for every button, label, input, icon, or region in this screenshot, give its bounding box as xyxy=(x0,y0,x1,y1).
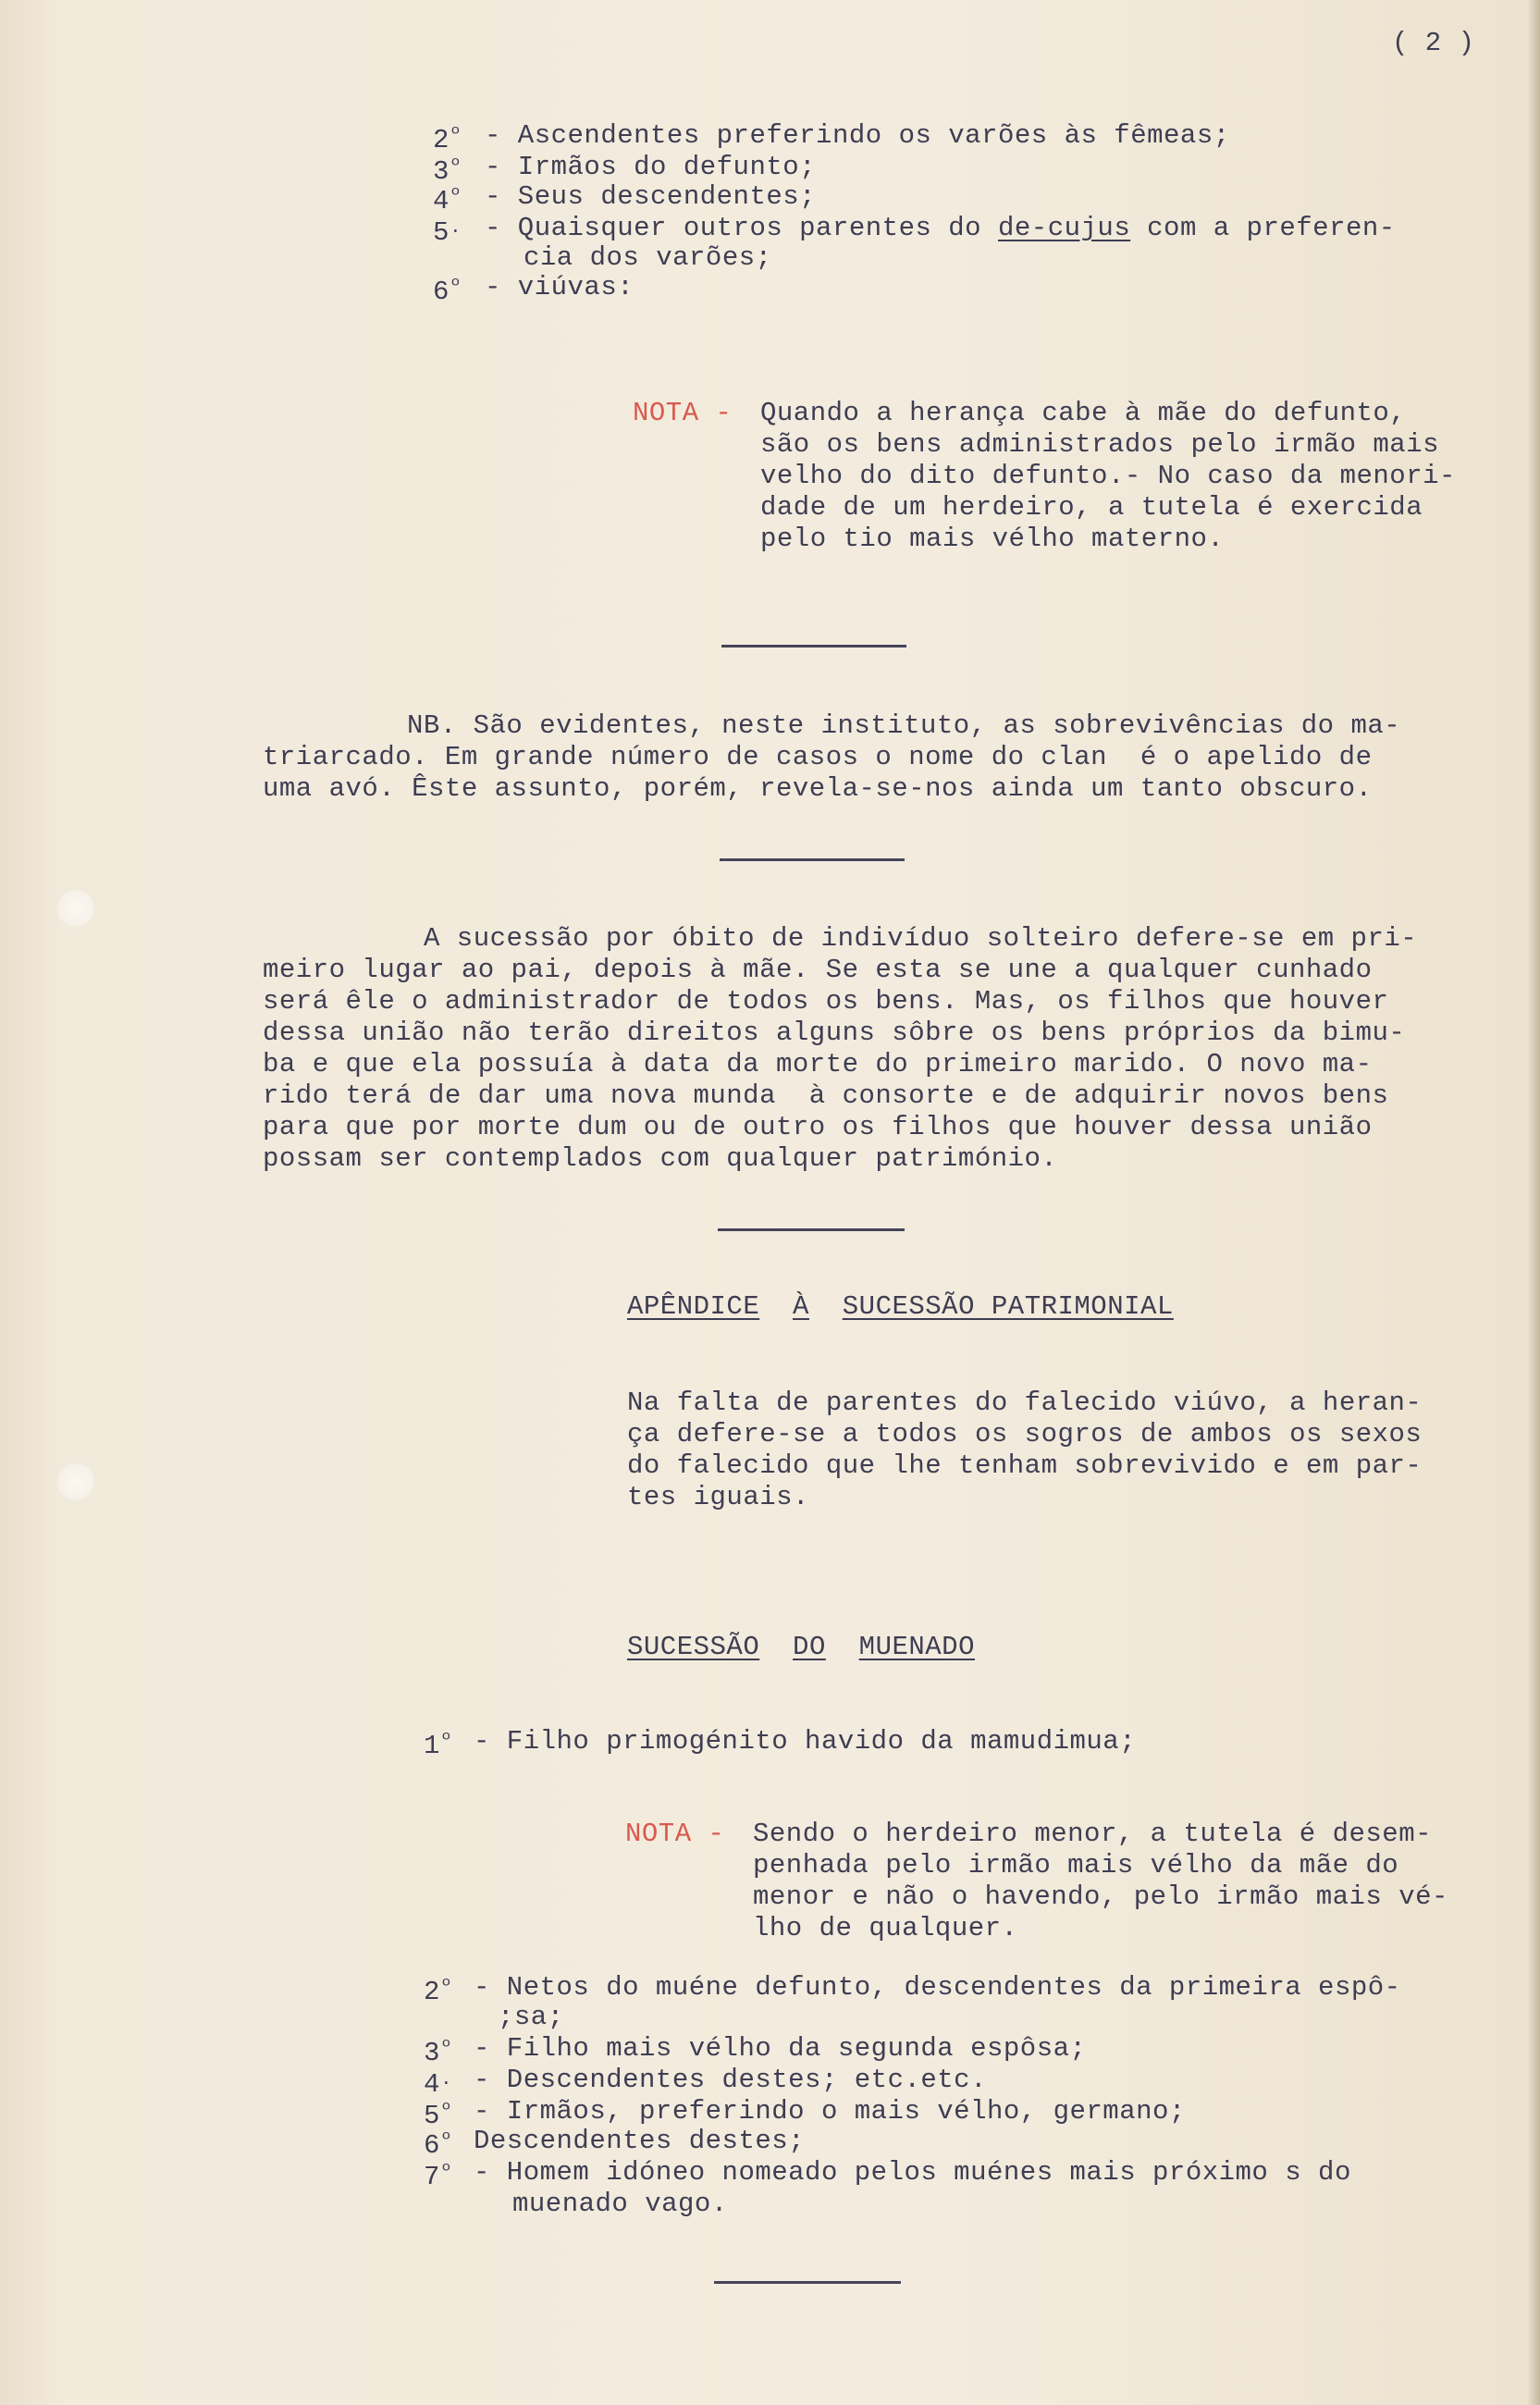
nb-paragraph-line: NB. São evidentes, neste instituto, as sobrevivências do ma- xyxy=(407,710,1401,741)
order-number: $4^º$ xyxy=(433,186,462,216)
nota-label: NOTA - xyxy=(633,398,733,428)
succession-paragraph-line: dessa união não terão direitos alguns sôbre os bens próprios da bimu- xyxy=(263,1018,1406,1048)
order-item: - Irmãos, preferindo o mais vélho, germano; xyxy=(474,2096,1186,2127)
order-item: - Quaisquer outros parentes do de-cujus com a preferen- xyxy=(485,213,1396,243)
succession-paragraph-line: rido terá de dar uma nova munda à consorte e de adquirir novos bens xyxy=(263,1080,1389,1111)
order-item: - viúvas: xyxy=(485,272,634,302)
order-number: $6^º$ xyxy=(433,277,462,307)
nota-text-line: lho de qualquer. xyxy=(753,1913,1018,1943)
order-item-continuation: cia dos varões; xyxy=(524,242,772,273)
section-divider xyxy=(718,1228,905,1231)
nota-text-line: pelo tio mais vélho materno. xyxy=(760,524,1225,554)
apendice-text-line: Na falta de parentes do falecido viúvo, a heran- xyxy=(627,1388,1423,1418)
nota-text-line: são os bens administrados pelo irmão mais xyxy=(760,429,1440,460)
order-number: $5^º$ xyxy=(424,2101,452,2131)
section-divider xyxy=(721,645,906,648)
order-number: 5. xyxy=(433,217,462,248)
order-item: Descendentes destes; xyxy=(474,2126,806,2156)
order-item-continuation: ;sa; xyxy=(498,2002,564,2032)
nb-paragraph-line: triarcado. Em grande número de casos o nome do clan é o apelido de xyxy=(263,742,1373,772)
de-cujus-term: de-cujus xyxy=(998,213,1131,243)
nota-text-line: Sendo o herdeiro menor, a tutela é desem- xyxy=(753,1819,1433,1849)
page-edge-shadow xyxy=(1527,0,1540,2405)
order-item: - Netos do muéne defunto, descendentes da primeira espô- xyxy=(474,1972,1401,2003)
nota-text-line: Quando a herança cabe à mãe do defunto, xyxy=(760,398,1407,428)
section-divider xyxy=(720,858,905,861)
succession-paragraph-line: possam ser contemplados com qualquer património. xyxy=(263,1143,1058,1174)
order-number: 4. xyxy=(424,2069,452,2100)
order-number: $6^º$ xyxy=(424,2130,452,2161)
order-number: $1^º$ xyxy=(424,1731,452,1761)
succession-paragraph-line: será êle o administrador de todos os bens. Mas, os filhos que houver xyxy=(263,986,1389,1017)
apendice-text-line: tes iguais. xyxy=(627,1482,809,1512)
order-number: $7^º$ xyxy=(424,2162,452,2192)
order-item: - Irmãos do defunto; xyxy=(485,152,817,182)
order-item: - Descendentes destes; etc.etc. xyxy=(474,2065,987,2095)
apendice-text-line: ça defere-se a todos os sogros de ambos os sexos xyxy=(627,1419,1423,1449)
muenado-heading: SUCESSÃO DO MUENADO xyxy=(627,1632,975,1662)
page-number: ( 2 ) xyxy=(1392,28,1475,58)
order-item: - Filho mais vélho da segunda espôsa; xyxy=(474,2033,1087,2064)
order-number: $2^º$ xyxy=(433,125,462,155)
nota-label: NOTA - xyxy=(625,1819,725,1849)
nota-text-line: menor e não o havendo, pelo irmão mais vé- xyxy=(753,1881,1448,1912)
succession-paragraph-line: para que por morte dum ou de outro os filhos que houver dessa união xyxy=(263,1112,1373,1142)
apendice-text-line: do falecido que lhe tenham sobrevivido e em par- xyxy=(627,1450,1423,1481)
punch-hole-top xyxy=(55,888,96,929)
order-number: $3^º$ xyxy=(433,156,462,187)
order-item: - Seus descendentes; xyxy=(485,181,817,212)
apendice-heading: APÊNDICE À SUCESSÃO PATRIMONIAL xyxy=(627,1291,1174,1322)
nota-text-line: penhada pelo irmão mais vélho da mãe do xyxy=(753,1850,1399,1881)
nota-text-line: dade de um herdeiro, a tutela é exercida xyxy=(760,492,1423,523)
succession-paragraph-line: meiro lugar ao pai, depois à mãe. Se esta se une a qualquer cunhado xyxy=(263,955,1373,985)
order-number: $2^º$ xyxy=(424,1977,452,2007)
order-item-continuation: muenado vago. xyxy=(512,2189,728,2219)
order-item: - Homem idóneo nomeado pelos muénes mais próximo s do xyxy=(474,2157,1351,2188)
nb-paragraph-line: uma avó. Êste assunto, porém, revela-se-nos ainda um tanto obscuro. xyxy=(263,773,1373,804)
muenado-first-heir: - Filho primogénito havido da mamudimua; xyxy=(474,1726,1137,1757)
order-item: - Ascendentes preferindo os varões às fêmeas; xyxy=(485,120,1230,151)
section-divider xyxy=(714,2281,901,2284)
order-number: $3^º$ xyxy=(424,2038,452,2068)
punch-hole-bottom xyxy=(55,1462,96,1502)
succession-paragraph-line: A sucessão por óbito de indivíduo solteiro defere-se em pri- xyxy=(424,923,1418,954)
succession-paragraph-line: ba e que ela possuía à data da morte do primeiro marido. O novo ma- xyxy=(263,1049,1373,1079)
nota-text-line: velho do dito defunto.- No caso da menori- xyxy=(760,461,1456,491)
